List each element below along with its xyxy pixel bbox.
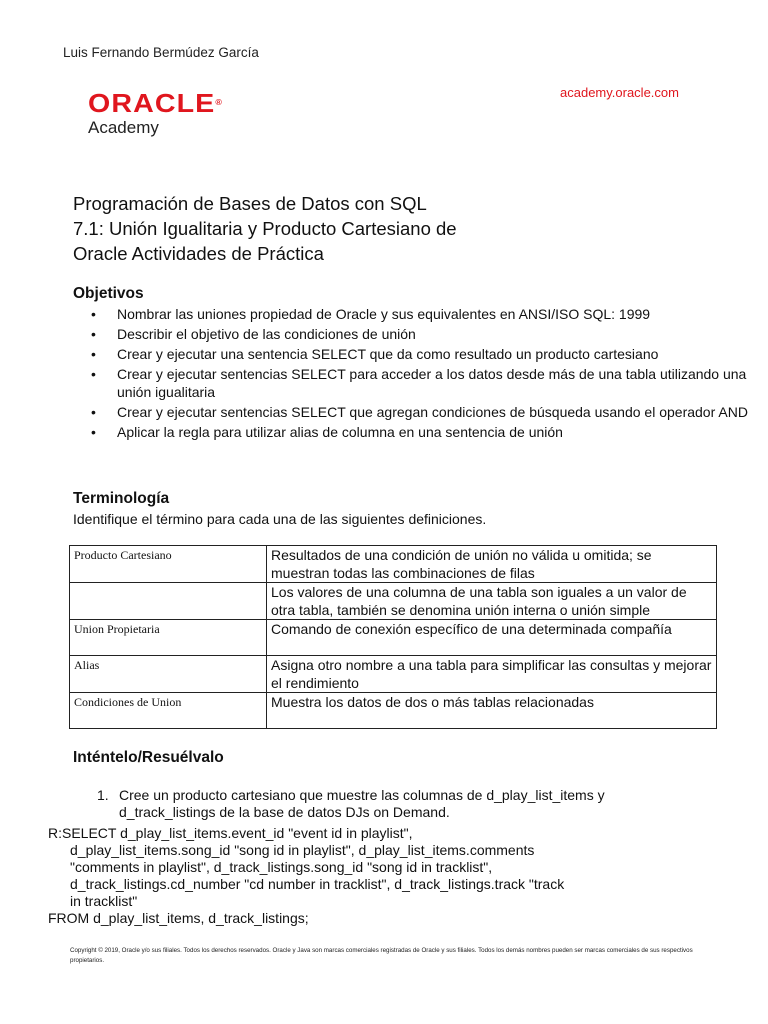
- terminologia-heading: Terminología: [73, 490, 170, 507]
- list-item: • Aplicar la regla para utilizar alias de columna en una sentencia de unión: [91, 424, 563, 440]
- definition-cell: Resultados de una condición de unión no válida u omitida; se muestran todas las combinaciones de filas: [267, 546, 717, 583]
- term-cell: Union Propietaria: [70, 620, 267, 656]
- sql-line: in tracklist": [70, 893, 138, 909]
- terminology-table: [69, 545, 717, 729]
- author-name: Luis Fernando Bermúdez García: [63, 45, 259, 60]
- table-row: [70, 583, 717, 620]
- question-number: 1.: [97, 787, 109, 803]
- term-cell: Alias: [70, 656, 267, 693]
- page-title: Programación de Bases de Datos con SQL 7.1: Unión Igualitaria y Producto Cartesiano de Oracle Actividades de Práctica: [73, 193, 457, 264]
- sql-line: d_play_list_items.song_id "song id in playlist", d_play_list_items.comments: [70, 842, 535, 858]
- definition-cell: Asigna otro nombre a una tabla para simplificar las consultas y mejorar el rendimiento: [267, 656, 717, 693]
- term-cell: [70, 583, 267, 620]
- oracle-academy-logo: [88, 88, 223, 138]
- definition-cell: Comando de conexión específico de una determinada compañía: [267, 620, 717, 656]
- table-row: [70, 546, 717, 583]
- sql-line: d_track_listings.cd_number "cd number in tracklist", d_track_listings.track "track: [70, 876, 565, 892]
- table-row: [70, 693, 717, 729]
- sql-line: R:SELECT d_play_list_items.event_id "event id in playlist",: [48, 825, 413, 841]
- logo-brand: ORACLE®: [88, 88, 223, 118]
- logo-sub: Academy: [88, 118, 159, 137]
- practice-heading: Inténtelo/Resuélvalo: [73, 749, 224, 766]
- list-item: • Crear y ejecutar una sentencia SELECT que da como resultado un producto cartesiano: [91, 346, 659, 362]
- table-row: [70, 656, 717, 693]
- terminologia-instruction: Identifique el término para cada una de las siguientes definiciones.: [73, 511, 487, 527]
- sql-answer: [48, 825, 628, 927]
- question-text: Cree un producto cartesiano que muestre las columnas de d_play_list_items y d_track_listings de la base de datos DJs on Demand.: [119, 787, 605, 820]
- list-item: • Describir el objetivo de las condiciones de unión: [91, 326, 416, 342]
- objetivos-heading: Objetivos: [73, 285, 144, 302]
- list-item: • Nombrar las uniones propiedad de Oracle y sus equivalentes en ANSI/ISO SQL: 1999: [91, 306, 651, 322]
- site-url: academy.oracle.com: [560, 85, 679, 100]
- sql-line: FROM d_play_list_items, d_track_listings;: [48, 910, 309, 926]
- definition-cell: Muestra los datos de dos o más tablas relacionadas: [267, 693, 717, 729]
- list-item: • Crear y ejecutar sentencias SELECT que agregan condiciones de búsqueda usando el operador AND: [91, 404, 748, 420]
- definition-cell: Los valores de una columna de una tabla son iguales a un valor de otra tabla, también se denomina unión interna o unión simple: [267, 583, 717, 620]
- table-row: [70, 620, 717, 656]
- list-item: • Crear y ejecutar sentencias SELECT para acceder a los datos desde más de una tabla utilizando una unión igualitaria: [91, 366, 747, 400]
- sql-line: "comments in playlist", d_track_listings.song_id "song id in tracklist",: [70, 859, 493, 875]
- term-cell: Condiciones de Union: [70, 693, 267, 729]
- term-cell: Producto Cartesiano: [70, 546, 267, 583]
- objetivos-list: [73, 305, 768, 443]
- copyright-footer: Copyright © 2019, Oracle y/o sus filiales. Todos los derechos reservados. Oracle y Java son marcas comerciales registradas de Oracle y sus filiales. Todos los demás nombres pueden ser marcas comerciales de sus respectivos propietarios.: [70, 947, 693, 964]
